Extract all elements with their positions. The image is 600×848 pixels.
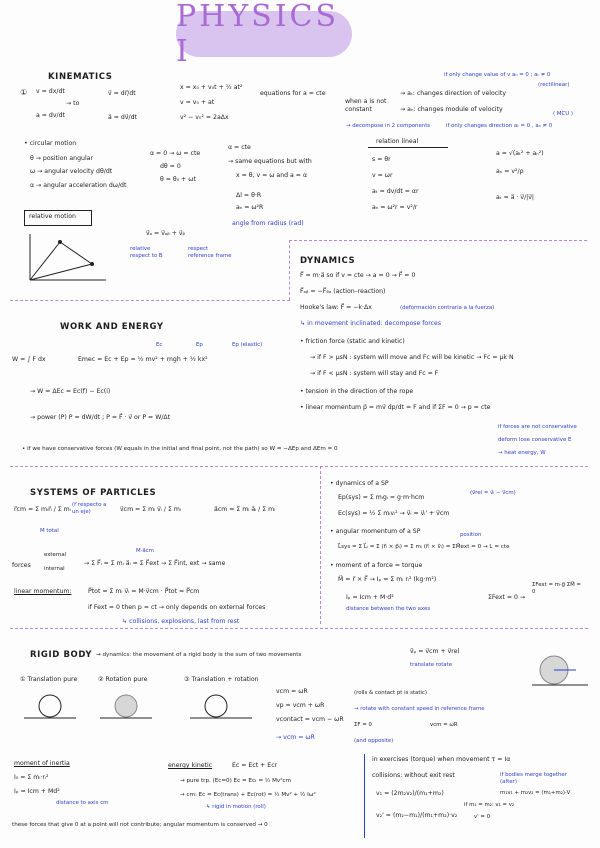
subheading: relative motion [29, 213, 76, 220]
divider [10, 466, 588, 467]
formula: a⃗cm = Σ mᵢ a⃗ᵢ / Σ mᵢ [214, 506, 276, 513]
note: equations for a = cte [260, 90, 326, 97]
formula: a = √(aₜ² + aₙ²) [496, 150, 544, 157]
divider [10, 628, 588, 629]
formula: → Σ F⃗ᵢ = Σ mᵢ a⃗ᵢ = Σ F⃗ext → Σ F⃗int, ext → same [84, 560, 226, 567]
formula: v₁ = (2m₂v₂)/(m₁+m₂) [376, 790, 444, 797]
note: • if we have conservative forces (W equals in the initial and final point, not the path) so W = −ΔEp and ΔEm = 0 [22, 446, 338, 452]
formula: aₙ = v²/ρ [496, 168, 524, 175]
note-blue: ↳ collisions, explosions, last from rest [122, 618, 240, 625]
formula: Ec(sys) = ½ Σ mᵢvᵢ² → v⃗ᵢ = v⃗ᵢ' + v⃗cm [338, 510, 450, 517]
bullet: • linear momentum p⃗ = mv⃗ dp/dt = F and if ΣF = 0 → p = cte [300, 404, 491, 411]
formula: vcm = ωR [430, 722, 458, 728]
note: → aₜ: changes direction of velocity [400, 90, 506, 97]
formula: m₁v₁ + m₂v₂ = (m₁+m₂)·V [500, 790, 571, 796]
formula: v⃗ₚ = v⃗cm + v⃗rel [410, 648, 460, 655]
formula: I₀ = Σ mᵢ·rᵢ² [14, 774, 49, 781]
divider [10, 300, 290, 301]
subheading: linear momentum: [14, 588, 72, 595]
formula: F⃗ = m·a⃗ so if v = cte → a = 0 → F⃗ = 0 [300, 272, 416, 279]
note: → same equations but with [228, 158, 312, 165]
definition: α → angular acceleration dω/dt [30, 182, 127, 189]
note-blue: ↳ rigid in motion (roll) [206, 804, 266, 810]
formula: → cm: Ec = Ec(trans) + Ec(rot) = ½ Mv² + ½ Iω² [180, 792, 316, 798]
section-heading-rigid: RIGID BODY [30, 650, 93, 660]
note: → aₙ: changes module of velocity [400, 106, 503, 113]
formula: F⃗ₐᵦ = −F⃗ᵦₐ (action–reaction) [300, 288, 386, 295]
note-blue: translate rotate [410, 662, 453, 668]
note-blue: respect reference frame [188, 246, 232, 259]
note-blue: deform lose conservative E [498, 437, 572, 443]
section-heading-particles: SYSTEMS OF PARTICLES [30, 488, 157, 498]
arrow-text: → to [66, 100, 80, 107]
bullet: • angular momentum of a SP [330, 528, 421, 535]
formula: M⃗ = r⃗ × F⃗ → Iₚ = Σ mᵢ rᵢ² (kg·m²) [338, 576, 437, 583]
label: internal [44, 566, 65, 572]
label-blue: Ep [196, 342, 203, 348]
subheading: moment of inertia [14, 760, 70, 767]
formula: v' = 0 [474, 814, 491, 820]
formula: Ep(sys) = Σ mᵢgᵢ = g·m·hcm [338, 494, 425, 501]
label-blue: M·a⃗cm [136, 548, 154, 554]
note-blue: relative respect to B [130, 246, 163, 259]
case-label: ③ Translation + rotation [184, 676, 259, 683]
formula: → power (P) P = dW/dt ; P = F⃗ · v⃗ or P = W/Δt [30, 414, 171, 421]
formula: L⃗sys = Σ L⃗ᵢ = Σ (r⃗ᵢ × p⃗ᵢ) = Σ mᵢ (r⃗ᵢ × v⃗ᵢ) = ΣM⃗ext = 0 → L = cte [338, 544, 510, 550]
bullet: • tension in the direction of the rope [300, 388, 414, 395]
label: external [44, 552, 67, 558]
section-heading-kinematics: KINEMATICS [48, 72, 113, 82]
note: collisions: without exit rest [372, 772, 455, 779]
item-number: ① [20, 88, 28, 97]
note: (rolls & contact pt is static) [354, 690, 427, 696]
bullet: → if F < μsN : system will stay and Fc = F [310, 370, 439, 377]
definition: ω → angular velocity dθ/dt [30, 168, 113, 175]
formula: v⃗ₐ = v⃗ₐᵦ + v⃗ᵦ [146, 230, 186, 237]
label-blue: M total [40, 528, 59, 534]
section-heading-dynamics: DYNAMICS [300, 256, 356, 266]
formula: a⃗ = dv⃗/dt [108, 114, 137, 121]
note-blue: (v⃗rel = v⃗ᵢ − v⃗cm) [470, 490, 516, 496]
divider [320, 466, 321, 624]
footer-note: these forces that give 0 at a point will not contribute; angular momentum is conserved → 0 [12, 822, 268, 828]
formula: v₂' = (m₂−m₁)/(m₁+m₂)·v₂ [376, 812, 458, 819]
formula: P⃗tot = Σ mᵢ v⃗ᵢ = M·v⃗cm · P⃗tot = P⃗cm [88, 588, 200, 595]
formula: aₜ = a⃗ · v⃗/|v⃗| [496, 194, 535, 201]
note-blue: ↳ in movement inclinated: decompose forces [300, 320, 442, 327]
bullet: • moment of a force = torque [330, 562, 423, 569]
note-blue: (deformación contraria a la fuerza) [400, 305, 495, 311]
formula: ΣFext = 0 → [488, 594, 526, 601]
formula: vcontact = vcm − ωR [276, 716, 344, 723]
definition: θ → position angular [30, 155, 93, 162]
formula: Iₚ = Icm + M·d² [346, 594, 394, 601]
note-blue: → decompose in 2 components [346, 123, 431, 129]
formula: aₙ = ω²R [236, 204, 264, 211]
translation-rotation-diagram [186, 690, 256, 726]
note-blue: (and opposite) [354, 738, 394, 744]
bullet: → if F > μsN : system will move and Fc will be kinetic → Fc = μk·N [310, 354, 514, 361]
note-blue: if bodies merge together (after) [500, 772, 567, 785]
note-blue: (r⃗ respecto a un eje) [72, 502, 107, 515]
formula: ΣF = 0 [354, 722, 372, 728]
formula: → W = ΔEc = Ec(f) − Ec(i) [30, 388, 111, 395]
label-blue: Ec [156, 342, 163, 348]
note-blue: angle from radius (rad) [232, 220, 304, 227]
subheading: relation lineal [376, 138, 419, 145]
formula: → pure trp. (Ec=0) Ec = Ecₜ = ½ Mv²cm [180, 778, 292, 784]
formula: s = θr [372, 156, 391, 163]
case-label: ① Translation pure [20, 676, 78, 683]
formula: Hooke's law: F⃗ = −k·Δx [300, 304, 372, 311]
rolling-wheel-diagram [532, 650, 588, 694]
formula: r⃗cm = Σ mᵢr⃗ᵢ / Σ mᵢ [14, 506, 71, 513]
case-label: ② Rotation pure [98, 676, 148, 683]
formula: if m₁ = m₂: v₁ = v₂ [464, 802, 515, 808]
note-blue: if only change value of v aₙ = 0 ; aₜ ≠ 0 [444, 72, 551, 78]
note-blue: → heat energy, W [498, 450, 546, 456]
rotation-diagram [96, 690, 156, 726]
subheading: • circular motion [24, 140, 77, 147]
note-blue: (rectilinear) [538, 82, 570, 88]
formula-blue: → vcm = ωR [276, 734, 315, 741]
bullet: • friction force (static and kinetic) [300, 338, 405, 345]
column-rule [364, 754, 365, 838]
label-blue: position [460, 532, 482, 538]
formula: v = v₀ + at [180, 99, 215, 106]
note-blue: ( MCU ) [553, 111, 573, 117]
formula: v⃗cm = Σ mᵢ v⃗ᵢ / Σ mᵢ [120, 506, 181, 513]
label: forces [12, 562, 31, 569]
formula: Emec = Ec + Ep = ½ mv² + mgh + ½ kx² [78, 356, 208, 363]
translation-diagram [20, 690, 80, 726]
formula: v⃗ = dr⃗/dt [108, 90, 136, 97]
divider [289, 240, 587, 241]
formula: if Fext = 0 then p = ct → only depends on external forces [88, 604, 266, 611]
note: when a is not constant [345, 98, 387, 113]
formula: a = dv/dt [36, 112, 65, 119]
bullet: • dynamics of a SP [330, 480, 389, 487]
formula: α = 0 → ω = cte [150, 150, 201, 157]
relative-motion-diagram [20, 228, 110, 286]
formula: aₙ = ω²r = v²/r [372, 204, 418, 211]
note-blue: if forces are not conservative [498, 424, 577, 430]
note: in exercises (torque) when movement τ = Iα [372, 756, 511, 763]
note: → dynamics: the movement of a rigid body is the sum of two movements [96, 652, 302, 658]
label-blue: Ep (elastic) [232, 342, 263, 348]
underline [368, 146, 448, 148]
note: x = θ, v = ω and a = α [236, 172, 308, 179]
formula: v = dx/dt [36, 88, 65, 95]
formula: dθ = 0 [160, 163, 181, 170]
formula: ΣFext = m·g⃗ ΣM⃗ = 0 [532, 582, 582, 595]
subheading: energy kinetic [168, 762, 213, 769]
formula: Iₚ = Icm + Md² [14, 788, 60, 795]
note-blue: distance between the two axes [346, 606, 431, 612]
formula: Δl = θ·R [236, 192, 262, 199]
note-blue: if only changes direction aₜ = 0 , aₙ ≠ 0 [446, 123, 553, 129]
formula: v = ωr [372, 172, 393, 179]
formula: Ec = Ect + Ecr [232, 762, 278, 769]
formula: vcm = ωR [276, 688, 308, 695]
formula: θ = θ₀ + ωt [160, 176, 196, 183]
section-heading-work: WORK AND ENERGY [60, 322, 164, 332]
formula: aₜ = dv/dt = αr [372, 188, 419, 195]
formula: W = ∫ F dx [12, 356, 46, 363]
note-blue: → rotate with constant speed in reference frame [354, 706, 485, 712]
formula: α = cte [228, 144, 251, 151]
page-title: PHYSICS I [176, 0, 340, 69]
formula: vp = vcm + ωR [276, 702, 325, 709]
formula: v² − v₀² = 2aΔx [180, 114, 229, 121]
note-blue: distance to axis cm [56, 800, 109, 806]
formula: x = x₀ + v₀t + ½ at² [180, 84, 243, 91]
divider [289, 240, 290, 300]
